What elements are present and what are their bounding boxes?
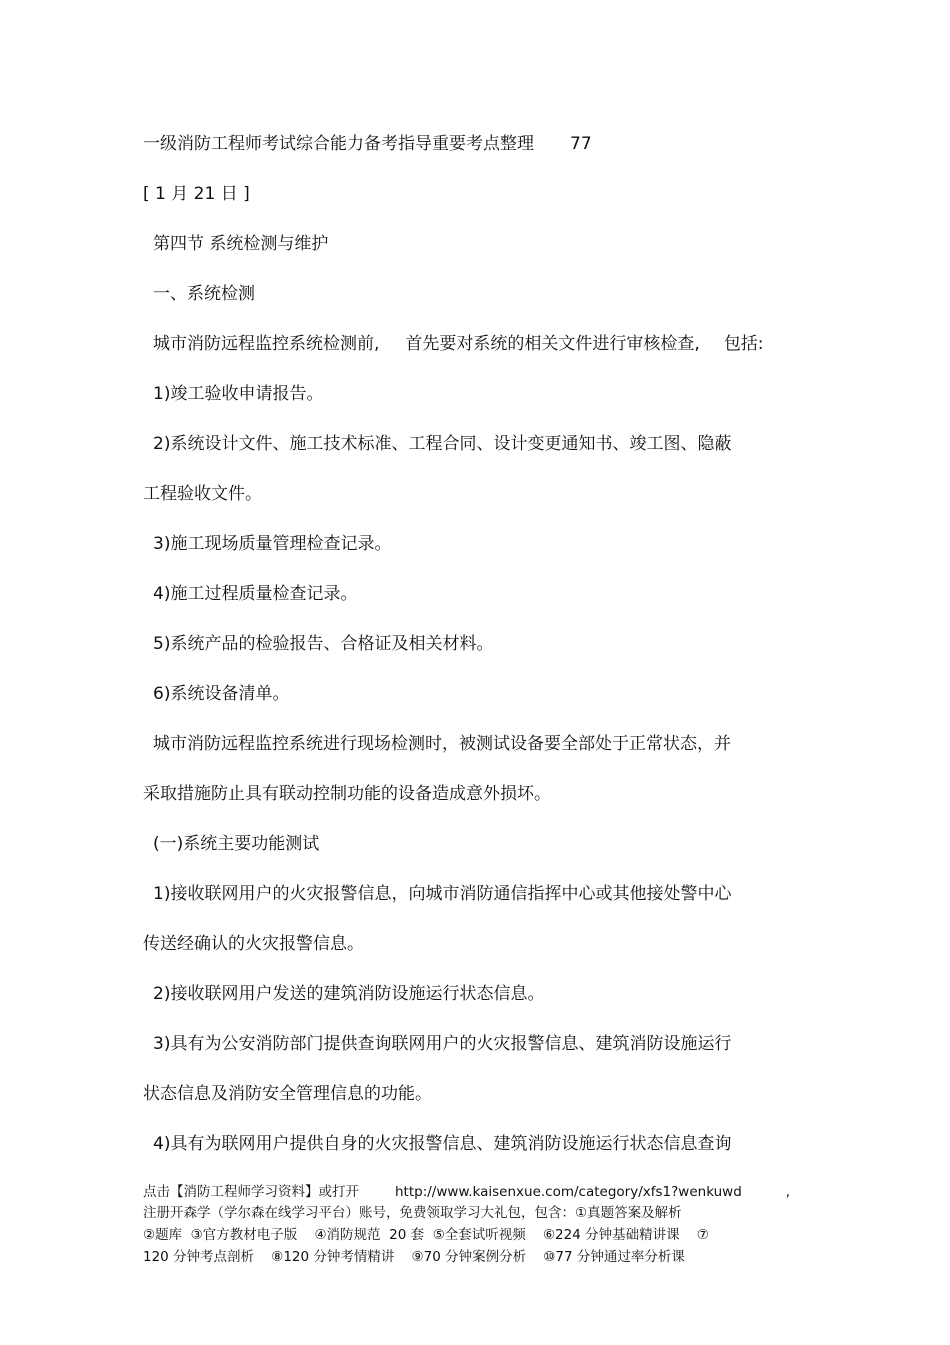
intro-part-2: 首先要对系统的相关文件进行审核检查,	[405, 334, 700, 354]
function-item: 1)接收联网用户的火灾报警信息，向城市消防通信指挥中心或其他接处警中心	[153, 884, 732, 904]
function-item: 2)接收联网用户发送的建筑消防设施运行状态信息。	[153, 984, 545, 1004]
footer-url-link[interactable]: http://www.kaisenxue.com/category/xfs1?wenkuwd	[395, 1184, 742, 1200]
intro-paragraph	[153, 333, 764, 355]
list-item: 3)施工现场质量管理检查记录。	[153, 534, 392, 554]
footer-line-3: ②题库 ③官方教材电子版 ④消防规范 20 套 ⑤全套试听视频 ⑥224 分钟基础精讲课 ⑦	[143, 1227, 709, 1243]
list-item: 1)竣工验收申请报告。	[153, 384, 324, 404]
list-item-continuation: 工程验收文件。	[143, 484, 262, 504]
list-item: 2)系统设计文件、施工技术标准、工程合同、设计变更通知书、竣工图、隐蔽	[153, 434, 732, 454]
title-text: 一级消防工程师考试综合能力备考指导重要考点整理	[143, 134, 534, 154]
list-item: 6)系统设备清单。	[153, 684, 290, 704]
footer-prefix: 点击【消防工程师学习资料】或打开	[143, 1184, 359, 1200]
intro-part-1: 城市消防远程监控系统检测前,	[153, 334, 380, 354]
document-date: [ 1 月 21 日 ]	[143, 184, 250, 204]
footer-suffix: ,	[785, 1184, 791, 1200]
list-item: 4)施工过程质量检查记录。	[153, 584, 358, 604]
function-item-continuation: 传送经确认的火灾报警信息。	[143, 934, 364, 954]
footer-line-2: 注册开森学（学尔森在线学习平台）账号，免费领取学习大礼包，包含：①真题答案及解析	[143, 1205, 682, 1221]
subsection-heading: 一、系统检测	[153, 284, 255, 304]
section-heading: 第四节 系统检测与维护	[153, 234, 329, 254]
onsite-paragraph-continuation: 采取措施防止具有联动控制功能的设备造成意外损坏。	[143, 784, 551, 804]
list-item: 5)系统产品的检验报告、合格证及相关材料。	[153, 634, 494, 654]
onsite-paragraph: 城市消防远程监控系统进行现场检测时，被测试设备要全部处于正常状态，并	[153, 734, 731, 754]
function-item: 3)具有为公安消防部门提供查询联网用户的火灾报警信息、建筑消防设施运行	[153, 1034, 732, 1054]
title-number: 77	[570, 134, 592, 154]
intro-part-3: 包括:	[723, 334, 764, 354]
function-heading: (一)系统主要功能测试	[153, 834, 320, 854]
footer-line-1	[143, 1183, 790, 1201]
function-item-continuation: 状态信息及消防安全管理信息的功能。	[143, 1084, 432, 1104]
document-title	[143, 133, 592, 155]
function-item: 4)具有为联网用户提供自身的火灾报警信息、建筑消防设施运行状态信息查询	[153, 1134, 732, 1154]
footer-line-4: 120 分钟考点剖析 ⑧120 分钟考情精讲 ⑨70 分钟案例分析 ⑩77 分钟通过率分析课	[143, 1249, 685, 1265]
